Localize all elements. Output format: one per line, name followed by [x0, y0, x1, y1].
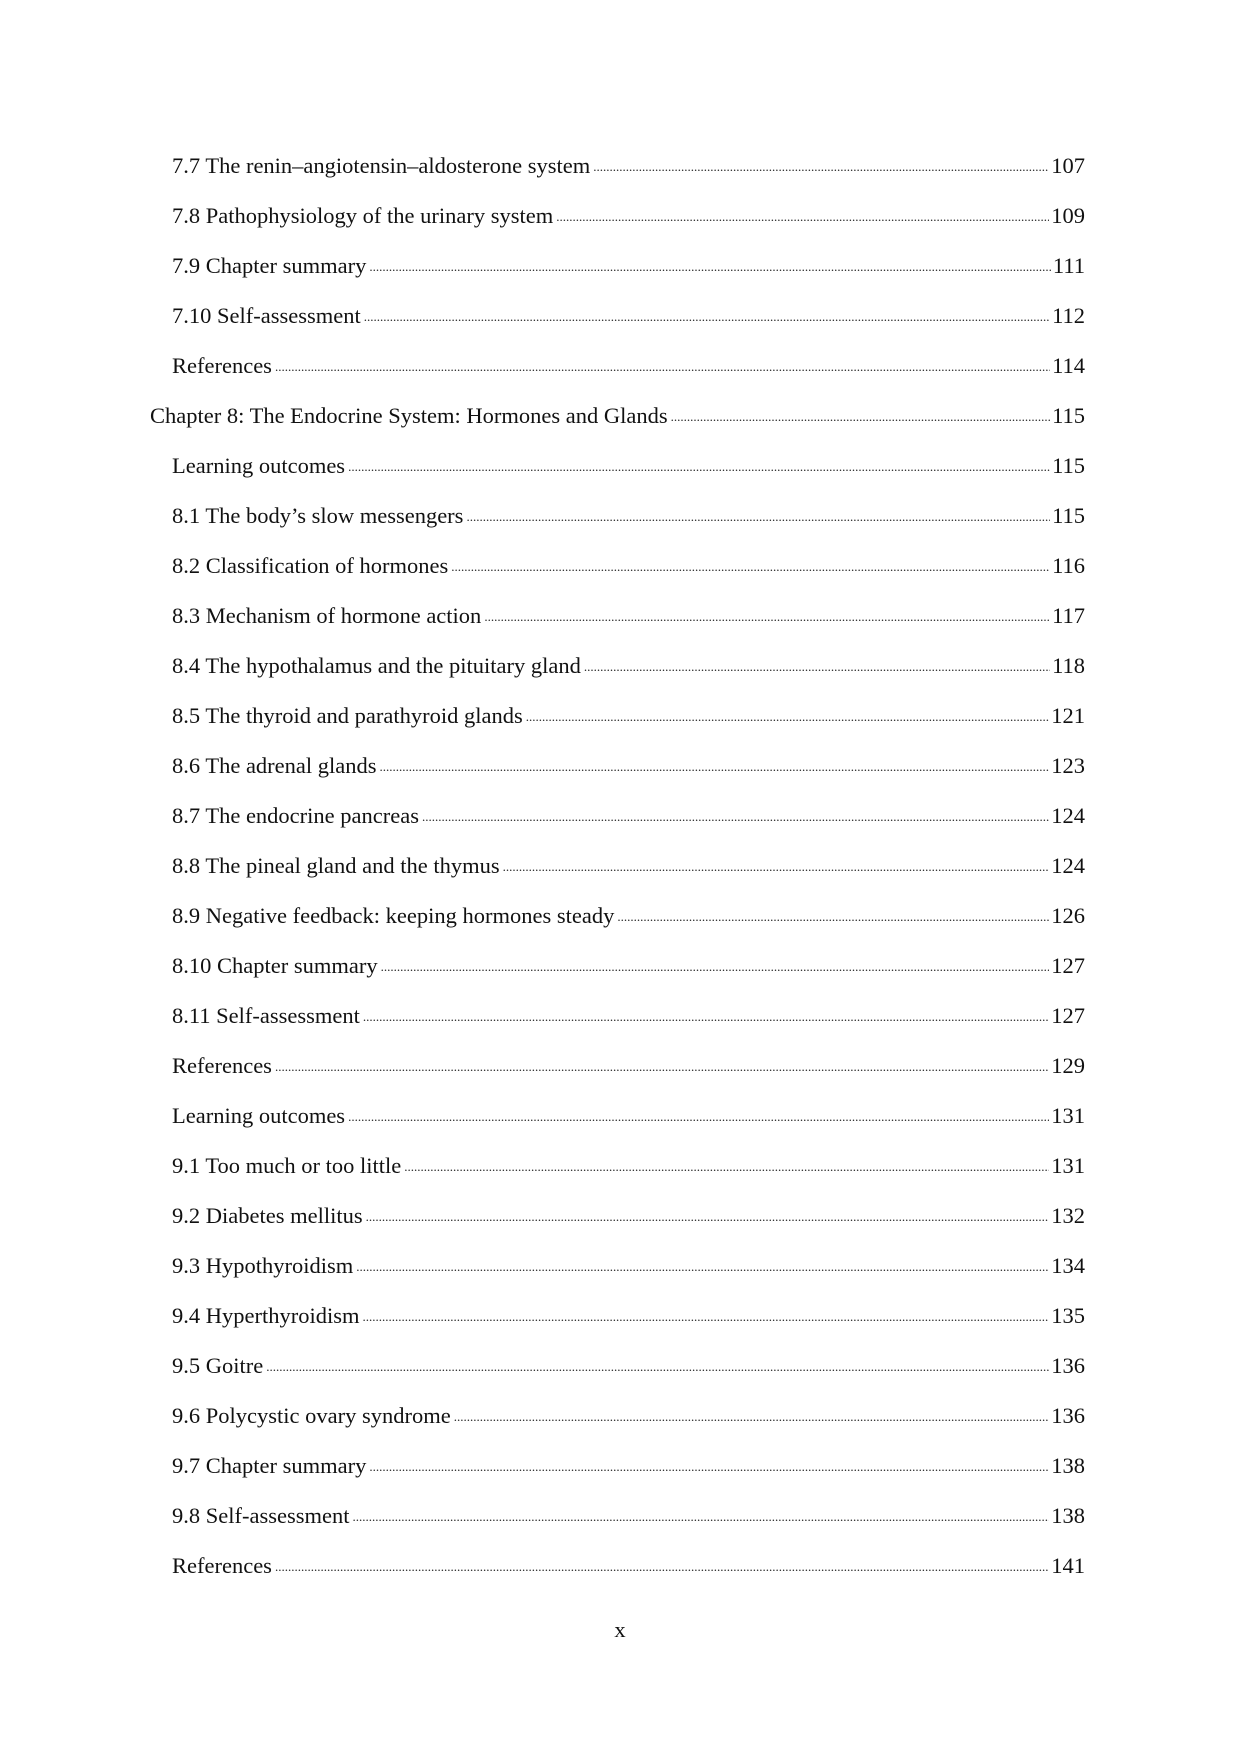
toc-dot-leader — [526, 692, 1049, 742]
toc-entry-page: 115 — [1052, 453, 1085, 478]
toc-entry-page: 129 — [1051, 1053, 1085, 1078]
toc-entry-title: 8.2 Classification of hormones — [172, 553, 449, 578]
toc-entry[interactable] — [150, 1141, 1085, 1191]
toc-entry[interactable] — [150, 941, 1085, 991]
toc-entry-page: 127 — [1051, 953, 1085, 978]
toc-entry-page: 127 — [1051, 1003, 1085, 1028]
toc-dot-leader — [266, 1342, 1049, 1392]
toc-entry[interactable] — [150, 491, 1085, 541]
toc-entry-title: Chapter 8: The Endocrine System: Hormones and Glands — [150, 403, 668, 428]
toc-entry-page: 116 — [1052, 553, 1085, 578]
toc-entry-page: 124 — [1051, 803, 1085, 828]
toc-entry[interactable] — [150, 1441, 1085, 1491]
toc-entry-title: 7.8 Pathophysiology of the urinary system — [172, 203, 554, 228]
toc-entry[interactable] — [150, 791, 1085, 841]
toc-entry-title: 9.2 Diabetes mellitus — [172, 1203, 363, 1228]
toc-entry[interactable] — [150, 241, 1085, 291]
toc-entry-page: 114 — [1052, 353, 1085, 378]
toc-entry[interactable] — [150, 891, 1085, 941]
toc-entry[interactable] — [150, 1341, 1085, 1391]
toc-dot-leader — [366, 1192, 1050, 1242]
toc-entry-page: 126 — [1051, 903, 1085, 928]
toc-entry-title: References — [172, 353, 272, 378]
toc-entry-title: 8.4 The hypothalamus and the pituitary gland — [172, 653, 581, 678]
toc-entry-title: 7.7 The renin–angiotensin–aldosterone system — [172, 153, 591, 178]
toc-entry-page: 109 — [1051, 203, 1085, 228]
toc-entry-page: 136 — [1051, 1403, 1085, 1428]
toc-entry-title: 9.5 Goitre — [172, 1353, 264, 1378]
toc-entry-title: 9.1 Too much or too little — [172, 1153, 402, 1178]
toc-dot-leader — [352, 1492, 1049, 1542]
toc-dot-leader — [617, 892, 1049, 942]
toc-entry-title: 8.3 Mechanism of hormone action — [172, 603, 482, 628]
toc-entry-title: 9.8 Self-assessment — [172, 1503, 350, 1528]
toc-entry-title: Learning outcomes — [172, 1103, 346, 1128]
toc-entry[interactable] — [150, 341, 1085, 391]
toc-entry[interactable] — [150, 1041, 1085, 1091]
toc-entry-page: 135 — [1051, 1303, 1085, 1328]
toc-entry-title: 7.10 Self-assessment — [172, 303, 361, 328]
toc-entry-page: 138 — [1051, 1453, 1085, 1478]
toc-entry-page: 118 — [1052, 653, 1085, 678]
toc-dot-leader — [275, 1042, 1049, 1092]
toc-entry[interactable] — [150, 641, 1085, 691]
toc-entry-title: 9.6 Polycystic ovary syndrome — [172, 1403, 451, 1428]
toc-entry-title: Learning outcomes — [172, 453, 346, 478]
toc-dot-leader — [422, 792, 1049, 842]
toc-entry[interactable] — [150, 541, 1085, 591]
toc-entry[interactable] — [150, 591, 1085, 641]
toc-entry[interactable] — [150, 741, 1085, 791]
toc-entry-title: 8.7 The endocrine pancreas — [172, 803, 419, 828]
toc-dot-leader — [364, 292, 1050, 342]
toc-entry-title: 8.6 The adrenal glands — [172, 753, 377, 778]
toc-entry-page: 131 — [1051, 1103, 1085, 1128]
toc-entry[interactable] — [150, 841, 1085, 891]
toc-entry[interactable] — [150, 1291, 1085, 1341]
toc-entry-page: 112 — [1052, 303, 1085, 328]
toc-entry[interactable] — [150, 1491, 1085, 1541]
toc-dot-leader — [593, 142, 1049, 192]
toc-dot-leader — [671, 392, 1050, 442]
toc-entry-title: 9.3 Hypothyroidism — [172, 1253, 354, 1278]
toc-dot-leader — [584, 642, 1050, 692]
toc-dot-leader — [454, 1392, 1050, 1442]
toc-entry-title: 8.11 Self-assessment — [172, 1003, 360, 1028]
toc-entry-page: 138 — [1051, 1503, 1085, 1528]
toc-entry[interactable] — [150, 291, 1085, 341]
toc-dot-leader — [451, 542, 1050, 592]
toc-entry-page: 107 — [1051, 153, 1085, 178]
toc-dot-leader — [369, 1442, 1049, 1492]
toc-entry-page: 134 — [1051, 1253, 1085, 1278]
toc-entry[interactable] — [150, 191, 1085, 241]
toc-dot-leader — [348, 1092, 1049, 1142]
toc-chapter-entry[interactable] — [150, 391, 1085, 441]
toc-entry-title: 9.4 Hyperthyroidism — [172, 1303, 360, 1328]
toc-entry-title: 7.9 Chapter summary — [172, 253, 367, 278]
toc-entry[interactable] — [150, 141, 1085, 191]
toc-entry-page: 111 — [1052, 253, 1085, 278]
toc-entry-title: 9.7 Chapter summary — [172, 1453, 367, 1478]
toc-entry[interactable] — [150, 1241, 1085, 1291]
toc-entry[interactable] — [150, 991, 1085, 1041]
toc-entry-page: 115 — [1052, 403, 1085, 428]
toc-dot-leader — [466, 492, 1050, 542]
toc-dot-leader — [503, 842, 1050, 892]
toc-entry-page: 115 — [1052, 503, 1085, 528]
toc-dot-leader — [380, 742, 1050, 792]
toc-entry-title: 8.5 The thyroid and parathyroid glands — [172, 703, 523, 728]
toc-entry-title: 8.1 The body’s slow messengers — [172, 503, 464, 528]
toc-dot-leader — [369, 242, 1051, 292]
toc-entry-page: 141 — [1051, 1553, 1085, 1578]
toc-entry-page: 123 — [1051, 753, 1085, 778]
toc-dot-leader — [275, 1542, 1049, 1592]
toc-dot-leader — [348, 442, 1050, 492]
toc-entry[interactable] — [150, 1391, 1085, 1441]
page-number: x — [614, 1617, 626, 1642]
toc-entry-title: References — [172, 1553, 272, 1578]
toc-dot-leader — [484, 592, 1050, 642]
toc-entry-page: 132 — [1051, 1203, 1085, 1228]
toc-dot-leader — [275, 342, 1050, 392]
toc-entry-page: 124 — [1051, 853, 1085, 878]
toc-entry[interactable] — [150, 691, 1085, 741]
toc-entry[interactable] — [150, 1191, 1085, 1241]
toc-dot-leader — [362, 1292, 1049, 1342]
toc-entry[interactable] — [150, 441, 1085, 491]
toc-entry-page: 121 — [1051, 703, 1085, 728]
toc-dot-leader — [404, 1142, 1049, 1192]
toc-entry-page: 117 — [1052, 603, 1085, 628]
toc-dot-leader — [556, 192, 1049, 242]
toc-entry-title: References — [172, 1053, 272, 1078]
table-of-contents — [150, 141, 1085, 1591]
toc-entry[interactable] — [150, 1541, 1085, 1591]
toc-entry-page: 136 — [1051, 1353, 1085, 1378]
toc-entry-page: 131 — [1051, 1153, 1085, 1178]
toc-dot-leader — [363, 992, 1049, 1042]
toc-entry-title: 8.9 Negative feedback: keeping hormones steady — [172, 903, 615, 928]
toc-entry[interactable] — [150, 1091, 1085, 1141]
toc-entry-title: 8.8 The pineal gland and the thymus — [172, 853, 500, 878]
toc-entry-title: 8.10 Chapter summary — [172, 953, 378, 978]
toc-dot-leader — [381, 942, 1050, 992]
toc-dot-leader — [356, 1242, 1049, 1292]
